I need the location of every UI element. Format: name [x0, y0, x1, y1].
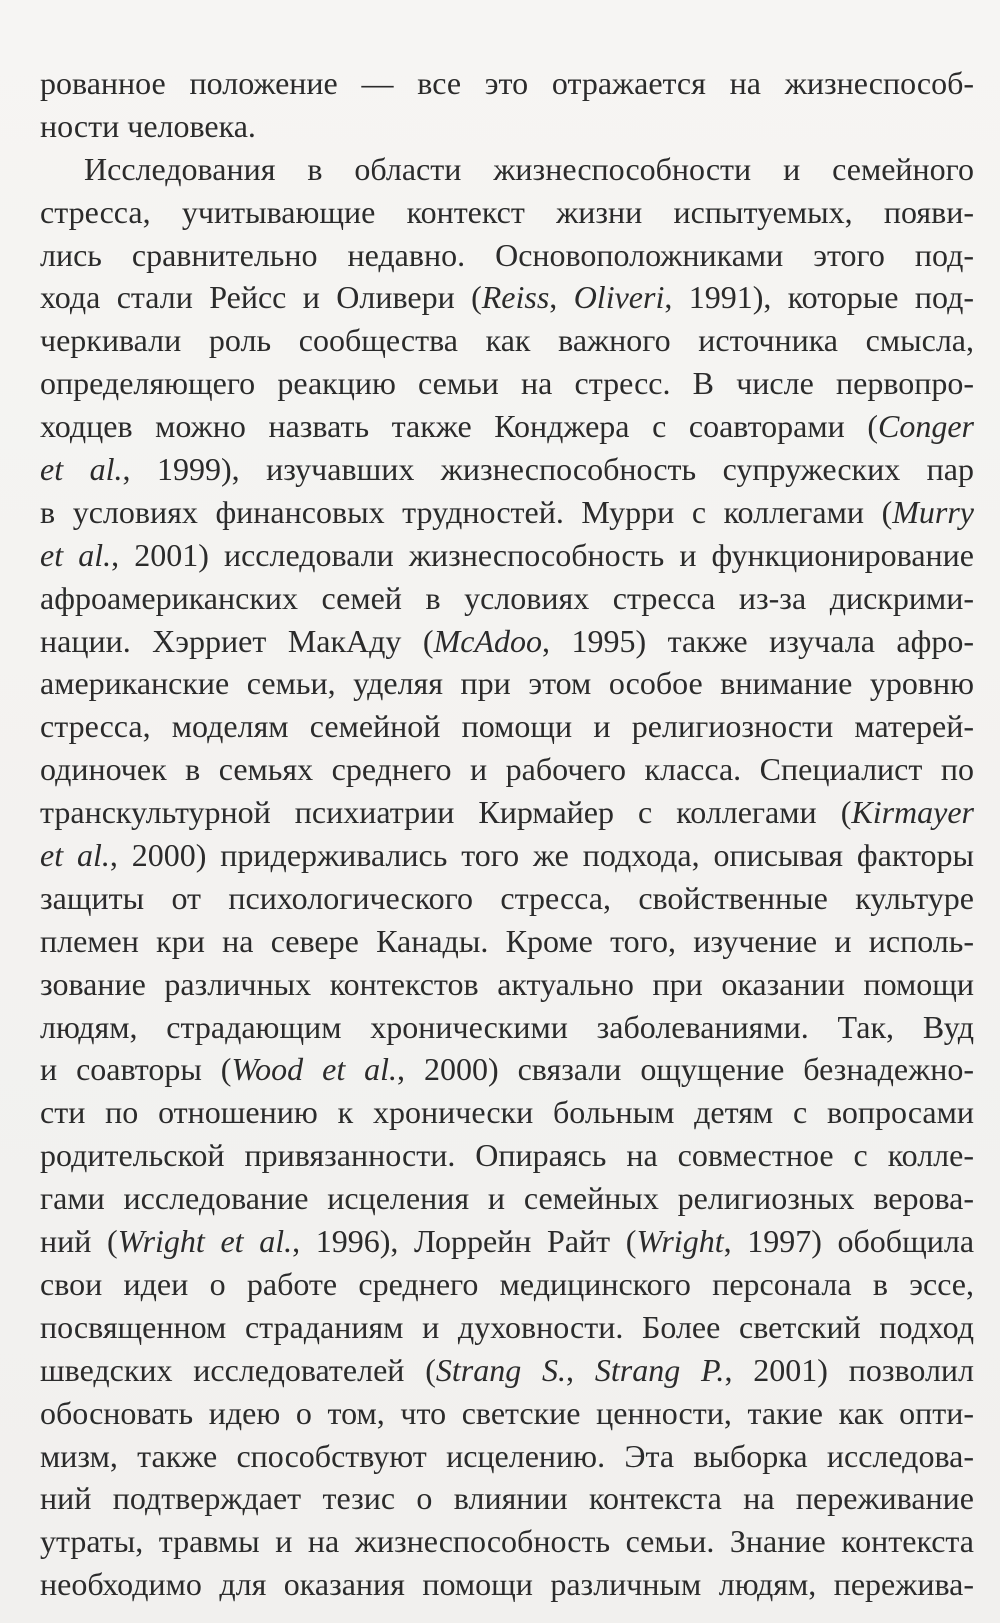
text-line-content: необходимо для оказания помощи различным людям, пережива-: [40, 1566, 974, 1603]
text-line: [40, 405, 974, 448]
text-line-content: обосновать идею о том, что светские ценности, такие как опти-: [40, 1394, 974, 1431]
text-fragment: , 2000) связали ощущение безнадежно-: [397, 1051, 974, 1088]
text-line: [40, 748, 974, 791]
text-line: [40, 1048, 974, 1091]
text-line-content: мизм, также способствуют исцелению. Эта выборка исследова-: [40, 1437, 974, 1474]
text-fragment: , 1996), Лоррейн Райт (: [292, 1223, 637, 1260]
text-line: [40, 920, 974, 963]
text-line: [40, 1134, 974, 1177]
citation-author: Wright: [636, 1223, 724, 1260]
text-fragment: ,: [566, 1351, 595, 1388]
text-line: [40, 234, 974, 277]
text-fragment: ходцев можно назвать также Конджера с соавторами (: [40, 408, 878, 445]
citation-author: Strang S.: [435, 1351, 567, 1388]
text-line-content: черкивали роль сообщества как важного источника смысла,: [40, 322, 974, 359]
citation-author: Murry: [892, 493, 974, 530]
text-line: [40, 620, 974, 663]
text-line-content: афроамериканских семей в условиях стресса из-за дискрими-: [40, 579, 974, 616]
citation-author: Wright et al.: [117, 1223, 293, 1260]
citation-author: Kirmayer: [851, 794, 974, 831]
text-line-content: посвященном страданиям и духовности. Более светский подход: [40, 1308, 974, 1345]
text-fragment: , 1999), изучавших жизнеспособность супружеских пар: [122, 451, 974, 488]
text-line: [40, 1177, 974, 1220]
text-fragment: транскультурной психиатрии Кирмайер с коллегами (: [40, 794, 852, 831]
citation-author: Reiss: [481, 279, 550, 316]
text-line-content: защиты от психологического стресса, свойственные культуре: [40, 879, 974, 916]
citation-author: et al.: [40, 536, 112, 573]
text-line: [40, 834, 974, 877]
text-line-content: племен кри на севере Канады. Кроме того, изучение и исполь-: [40, 922, 974, 959]
text-line-content: ности человека.: [40, 107, 256, 144]
text-line: [40, 319, 974, 362]
text-line: [40, 362, 974, 405]
text-line: [40, 1006, 974, 1049]
text-fragment: ний (: [40, 1223, 118, 1260]
text-line-content: одиночек в семьях среднего и рабочего класса. Специалист по: [40, 751, 974, 788]
text-line: [40, 791, 974, 834]
body-text: [40, 62, 974, 1606]
text-line: [40, 963, 974, 1006]
text-fragment: , 2000) придерживались того же подхода, описывая факторы: [109, 837, 974, 874]
text-line: [40, 705, 974, 748]
citation-author: Oliveri: [573, 279, 665, 316]
text-fragment: нации. Хэрриет МакАду (: [40, 622, 434, 659]
text-line: [40, 577, 974, 620]
text-fragment: шведских исследователей (: [40, 1351, 436, 1388]
text-line: [40, 662, 974, 705]
text-fragment: , 1995) также изучала афро-: [541, 622, 974, 659]
text-line-content: утраты, травмы и на жизнеспособность семьи. Знание контекста: [40, 1523, 974, 1560]
text-line-content: Исследования в области жизнеспособности и семейного: [84, 150, 974, 187]
text-line: [40, 62, 974, 105]
text-line: [40, 877, 974, 920]
text-line: [40, 1220, 974, 1263]
citation-author: et al.: [40, 837, 110, 874]
text-line: [40, 191, 974, 234]
text-line-content: определяющего реакцию семьи на стресс. В числе первопро-: [40, 365, 974, 402]
text-line-content: американские семьи, уделяя при этом особое внимание уровню: [40, 665, 974, 702]
text-line-content: стресса, моделям семейной помощи и религиозности матерей-: [40, 708, 974, 745]
text-line: [40, 1435, 974, 1478]
text-fragment: и соавторы (: [40, 1051, 232, 1088]
text-fragment: хода стали Рейсс и Оливери (: [40, 279, 482, 316]
text-line: [40, 1520, 974, 1563]
text-line: [40, 105, 974, 148]
text-line-content: родительской привязанности. Опираясь на совместное с колле-: [40, 1137, 974, 1174]
text-line: [40, 1263, 974, 1306]
text-line-content: зование различных контекстов актуально при оказании помощи: [40, 965, 974, 1002]
text-line: [40, 276, 974, 319]
text-line-content: лись сравнительно недавно. Основоположниками этого под-: [40, 236, 974, 273]
citation-author: Wood et al.: [231, 1051, 398, 1088]
text-line: [40, 1091, 974, 1134]
text-line: [40, 1349, 974, 1392]
text-line: [40, 1563, 974, 1606]
text-line-content: людям, страдающим хроническими заболеваниями. Так, Вуд: [40, 1008, 974, 1045]
text-fragment: , 1991), которые под-: [664, 279, 974, 316]
citation-author: Conger: [878, 408, 974, 445]
text-line: [40, 1477, 974, 1520]
text-fragment: ,: [549, 279, 574, 316]
text-line-content: сти по отношению к хронически больным детям с вопросами: [40, 1094, 974, 1131]
citation-author: Strang P.: [594, 1351, 725, 1388]
text-line-content: стресса, учитывающие контекст жизни испытуемых, появи-: [40, 193, 974, 230]
text-line: [40, 448, 974, 491]
text-fragment: , 2001) позволил: [724, 1351, 974, 1388]
text-line: [40, 534, 974, 577]
text-line: [40, 1306, 974, 1349]
text-line-content: ний подтверждает тезис о влиянии контекста на переживание: [40, 1480, 974, 1517]
text-line: [40, 491, 974, 534]
citation-author: et al.: [40, 451, 123, 488]
text-fragment: , 2001) исследовали жизнеспособность и функционирование: [111, 536, 974, 573]
text-line-content: рованное положение — все это отражается на жизнеспособ-: [40, 65, 974, 101]
text-fragment: , 1997) обобщила: [723, 1223, 974, 1260]
text-line: [40, 148, 974, 191]
text-fragment: в условиях финансовых трудностей. Мурри с коллегами (: [40, 493, 893, 530]
citation-author: McAdoo: [433, 622, 542, 659]
text-line: [40, 1392, 974, 1435]
text-line-content: свои идеи о работе среднего медицинского персонала в эссе,: [40, 1265, 974, 1302]
text-line-content: гами исследование исцеления и семейных религиозных верова-: [40, 1180, 974, 1217]
